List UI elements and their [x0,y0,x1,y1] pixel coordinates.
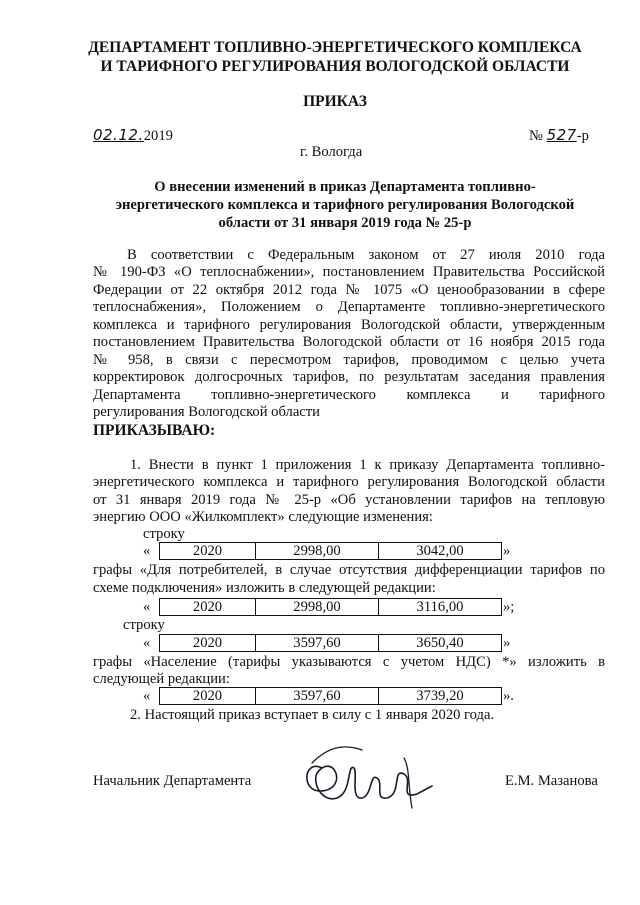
handwritten-signature [292,728,442,818]
tariff-year: 2020 [160,543,256,560]
tariff-year: 2020 [160,635,256,652]
preamble-line: Департамента топливно-энергетического комплекса и тарифного [93,387,605,403]
department-name-line1: ДЕПАРТАМЕНТ ТОПЛИВНО-ЭНЕРГЕТИЧЕСКОГО КОМПЛЕКСА [88,39,582,56]
subject-line3: области от 31 января 2019 года № 25-р [218,215,472,231]
tariff-value: 3597,60 [256,688,379,705]
preamble-line: В соответствии с Федеральным законом от 27 июля 2010 года [127,247,605,263]
preamble-line: регулирования Вологодской области [93,404,320,420]
date-year: 2019 [143,128,173,144]
column-text-line: графы «Для потребителей, в случае отсутствия дифференциации тарифов по [93,562,605,578]
order-word: ПРИКАЗЫВАЮ: [93,422,216,439]
preamble-line: комплекса и тарифного регулирования Вологодской области, утвержденным [93,317,605,333]
tariff-value: 3597,60 [256,635,379,652]
tariff-year: 2020 [160,599,256,616]
tariff-value: 3042,00 [379,543,502,560]
handwritten-date: 02.12. [93,126,144,144]
handwritten-number: 527 [546,126,577,144]
quote-close: ». [503,688,514,704]
item2-text: 2. Настоящий приказ вступает в силу с 1 января 2020 года. [130,707,495,723]
preamble-line: постановлением Правительства Вологодской области от 16 ноября 2015 года [93,334,605,350]
city: г. Вологда [300,144,363,160]
tariff-value: 2998,00 [256,543,379,560]
tariff-table [159,542,502,560]
number-suffix: -р [576,128,589,144]
preamble-line: № 190-ФЗ «О теплоснабжении», постановлением Правительства Российской [93,264,605,280]
number-prefix: № [529,128,543,144]
tariff-value: 3116,00 [379,599,502,616]
item1-line: энергетического комплекса и тарифного регулирования Вологодской области [93,474,605,490]
tariff-row [143,634,523,652]
signatory-name: Е.М. Мазанова [505,773,598,789]
quote-close: » [503,635,511,651]
item1-line: от 31 января 2019 года № 25-р «Об установлении тарифов на тепловую [93,492,605,508]
subject-line2: энергетического комплекса и тарифного регулирования Вологодской [115,197,575,213]
column-text-line: графы «Население (тарифы указываются с учетом НДС) *» изложить в [93,654,605,670]
preamble-line: теплоснабжения», Положением о Департаменте топливно-энергетического [93,299,605,315]
tariff-year: 2020 [160,688,256,705]
tariff-value: 2998,00 [256,599,379,616]
row-word: строку [143,526,185,542]
tariff-table [159,634,502,652]
preamble-line: Федерации от 22 октября 2012 года № 1075 «О ценообразовании в сфере [93,282,605,298]
tariff-row [143,542,523,560]
subject-line1: О внесении изменений в приказ Департамента топливно- [154,179,536,195]
row-word: строку [123,617,165,633]
department-name-line2: И ТАРИФНОГО РЕГУЛИРОВАНИЯ ВОЛОГОДСКОЙ ОБЛАСТИ [100,58,570,75]
quote-open: « [143,543,151,559]
tariff-row [143,598,523,616]
tariff-table [159,687,502,705]
signatory-title: Начальник Департамента [93,773,252,789]
column-text-line: следующей редакции: [93,671,230,687]
tariff-table [159,598,502,616]
tariff-value: 3650,40 [379,635,502,652]
preamble-line: корректировок долгосрочных тарифов, по результатам заседания правления [93,369,605,385]
quote-open: « [143,688,151,704]
quote-open: « [143,599,151,615]
quote-open: « [143,635,151,651]
quote-close: » [503,543,511,559]
preamble-line: № 958, в связи с пересмотром тарифов, проводимом с целью учета [93,352,605,368]
quote-close: »; [503,599,515,615]
item1-line: энергию ООО «Жилкомплект» следующие изменения: [93,509,433,525]
document-type: ПРИКАЗ [303,93,367,110]
column-text-line: схеме подключения» изложить в следующей редакции: [93,580,436,596]
item1-line: 1. Внести в пункт 1 приложения 1 к приказу Департамента топливно- [130,457,605,473]
tariff-value: 3739,20 [379,688,502,705]
tariff-row [143,687,523,705]
document-date [93,127,173,146]
document-number [529,127,589,146]
